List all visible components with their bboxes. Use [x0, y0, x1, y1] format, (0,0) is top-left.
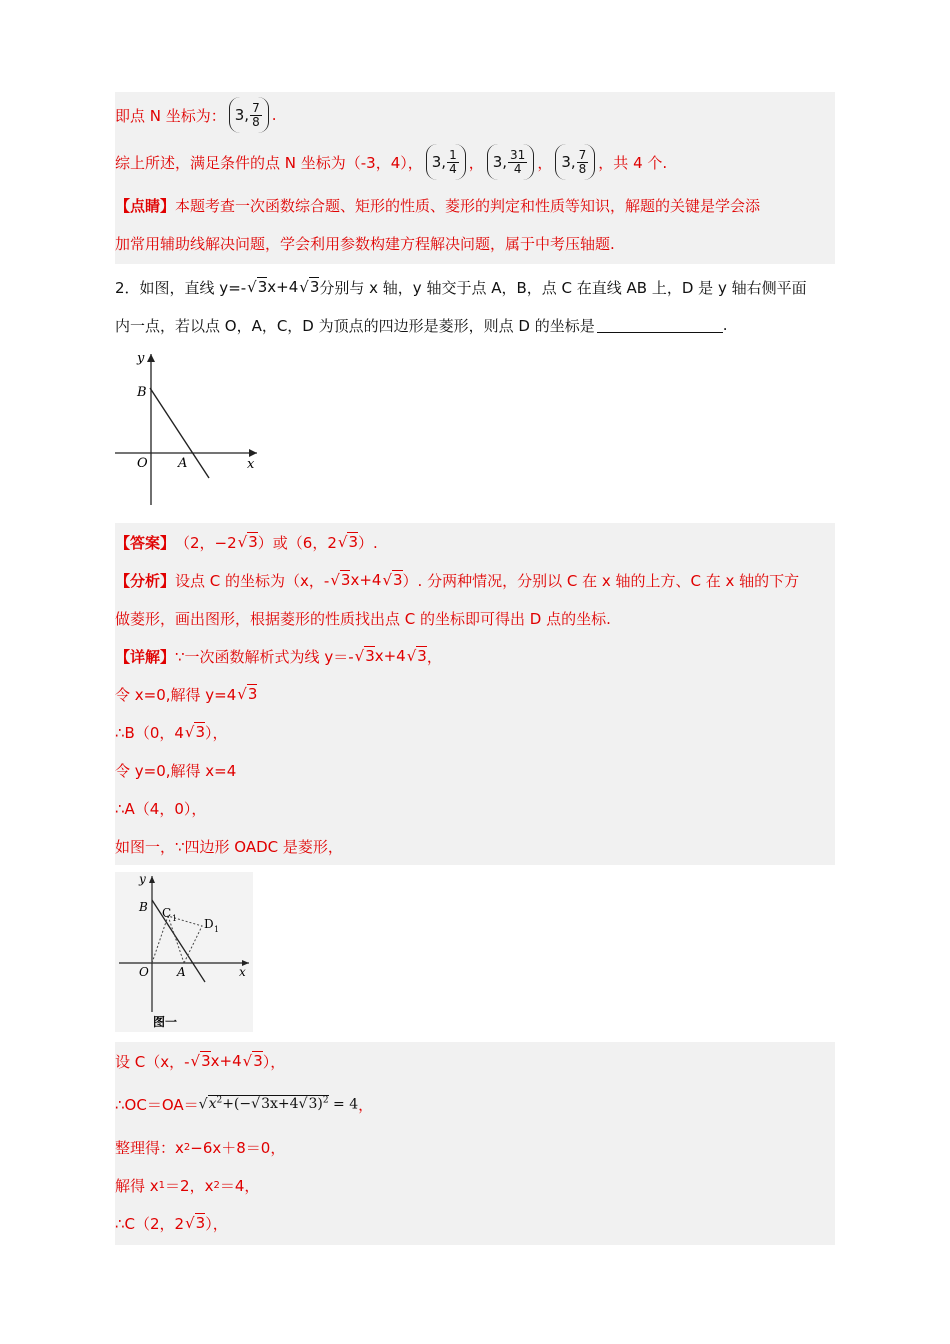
question-line-2: 内一点，若以点 O，A，C，D 为顶点的四边形是菱形，则点 D 的坐标是 .: [115, 316, 728, 335]
point-p1: 3, $\frac{1}{4}$: [426, 144, 466, 180]
line-dianjing-1: 【点睛】 本题考查一次函数综合题、矩形的性质、菱形的判定和性质等知识，解题的关键是学会添: [115, 196, 761, 215]
line-dianjing-2: 加常用辅助线解决问题，学会利用参数构建方程解决问题，属于中考压轴题.: [115, 234, 615, 253]
figure-1-svg: [115, 350, 260, 510]
detail-line-5: ∴A（4，0），: [115, 799, 207, 818]
line-n-coordinate: 即点 N 坐标为： 3, $\frac{7}{8}$ .: [115, 92, 835, 138]
solution-block-2: [115, 523, 835, 865]
distance-formula: $√x^2+(-√3x+4√3)^2 = 4$: [198, 1095, 359, 1113]
fig2-y-label: y: [139, 872, 146, 886]
simplified-line: 整理得：x 2 −6x＋8＝0，: [115, 1138, 286, 1157]
analysis-line-2: 做菱形，画出图形，根据菱形的性质找出点 C 的坐标即可得出 D 点的坐标.: [115, 609, 611, 628]
analysis-line-1: 【分析】 设点 C 的坐标为（x，- √3 x+4 √3 ）. 分两种情况，分别以 C 在 x 轴的上方、C 在 x 轴的下方: [115, 571, 800, 590]
x-axis-label: x: [247, 457, 255, 472]
fig2-x-label: x: [239, 965, 246, 979]
detail-line-3: ∴B（0，4 √3 ），: [115, 723, 228, 742]
point-p3: 3, $\frac{7}{8}$: [555, 144, 595, 180]
answer-line: 【答案】 （2，−2 √3 ）或（6，2 √3 ）.: [115, 533, 378, 552]
answer-blank: [597, 318, 723, 333]
fig2-point-b-label: B: [139, 900, 148, 914]
question-line-1: 2．如图，直线 y=- √3 x+4 √3 分别与 x 轴，y 轴交于点 A，B，点 C 在直线 AB 上，D 是 y 轴右侧平面: [115, 278, 807, 297]
y-axis-label: y: [137, 351, 145, 366]
point-p2: 3, $\frac{31}{4}$: [487, 144, 535, 180]
roots-line: 解得 x 1 ＝2，x 2 ＝4，: [115, 1176, 260, 1195]
fig2-point-c1-label: C: [162, 906, 172, 920]
fig2-origin-label: O: [139, 965, 149, 979]
fig2-point-d1-sub: 1: [214, 925, 220, 934]
detail-line-2: 令 x=0,解得 y=4 √3: [115, 685, 258, 704]
fig2-point-c1-sub: 1: [172, 914, 178, 923]
point-a-label: A: [178, 456, 188, 471]
solution-block-1: [115, 92, 835, 264]
figure-2-svg: [115, 872, 253, 1032]
fig2-point-d1-label: D: [204, 917, 214, 931]
distance-equation-line: ∴OC＝OA＝ $√x^2+(-√3x+4√3)^2 = 4$ ，: [115, 1095, 374, 1114]
figure-line-ab: [115, 350, 260, 510]
fig2-caption: 图一: [153, 1015, 178, 1029]
solution-block-3: [115, 1042, 835, 1245]
set-c-line: 设 C（x，- √3 x+4 √3 ），: [115, 1052, 286, 1071]
figure-rhombus-1: [115, 872, 253, 1032]
fig2-point-a-label: A: [177, 965, 186, 979]
point-c-line: ∴C（2，2 √3 ），: [115, 1214, 228, 1233]
detail-line-4: 令 y=0,解得 x=4: [115, 761, 237, 780]
question-2: [115, 268, 835, 344]
point-n1: 3, $\frac{7}{8}$: [229, 97, 269, 133]
point-b-label: B: [137, 385, 147, 400]
line-summary: 综上所述，满足条件的点 N 坐标为（-3，4）， 3, $\frac{1}{4}$ ， 3, $\frac{31}{4}$ ， 3, $\frac{7}{8}$ ，共 4 个.: [115, 138, 835, 186]
origin-label: O: [137, 456, 148, 471]
detail-line-6: 如图一，∵四边形 OADC 是菱形，: [115, 837, 343, 856]
detail-line-1: 【详解】 ∵一次函数解析式为线 y＝- √3 x+4 √3 ，: [115, 647, 442, 666]
